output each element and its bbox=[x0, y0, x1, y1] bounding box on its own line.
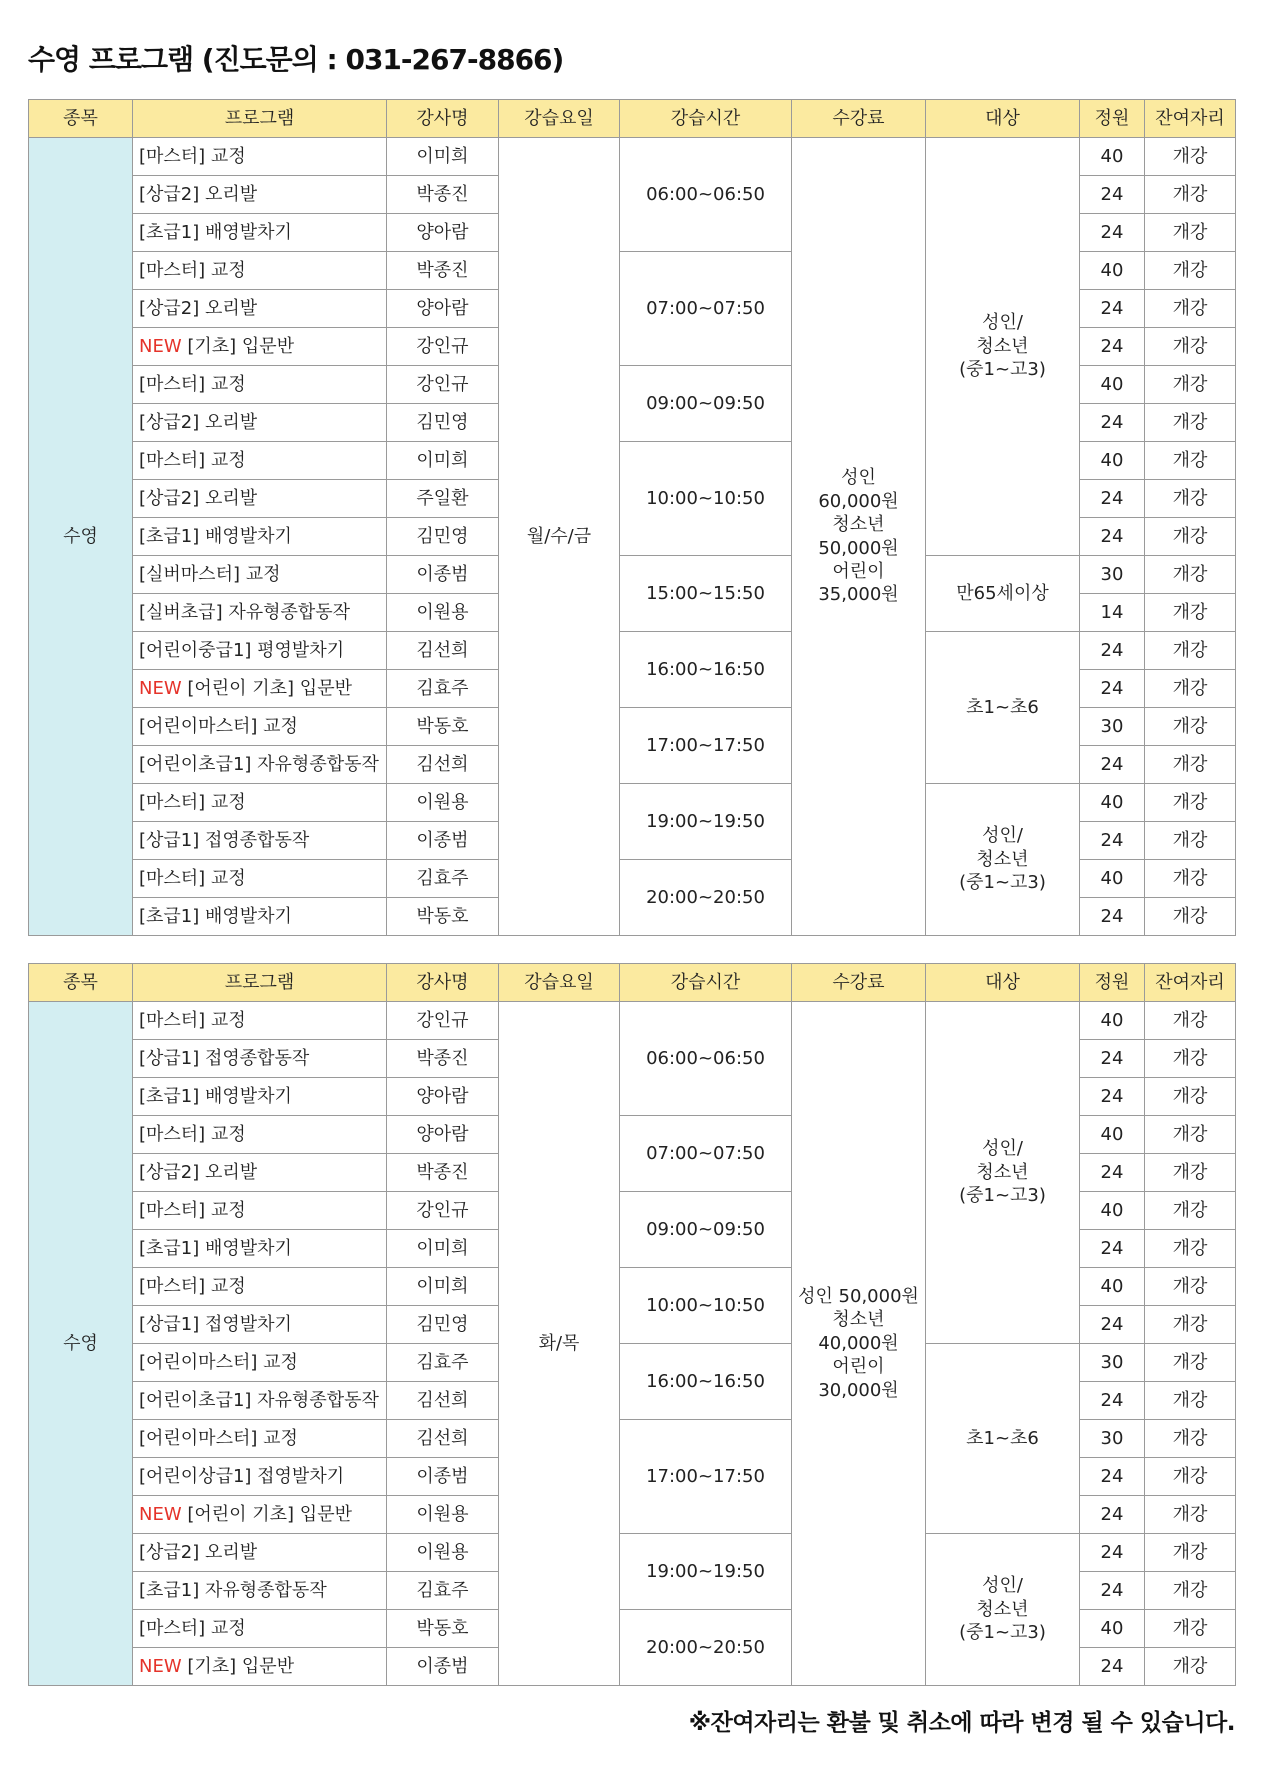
column-header: 잔여자리 bbox=[1145, 964, 1236, 1002]
capacity-cell: 24 bbox=[1080, 746, 1145, 784]
remaining-cell: 개강 bbox=[1145, 1268, 1236, 1306]
program-cell bbox=[133, 860, 387, 898]
column-header: 종목 bbox=[29, 964, 133, 1002]
new-badge: NEW bbox=[139, 335, 182, 357]
target-cell bbox=[926, 556, 1080, 632]
time-cell: 06:00~06:50 bbox=[620, 1002, 792, 1116]
capacity-cell: 30 bbox=[1080, 556, 1145, 594]
time-cell: 15:00~15:50 bbox=[620, 556, 792, 632]
column-header: 수강료 bbox=[792, 964, 926, 1002]
capacity-cell: 24 bbox=[1080, 1078, 1145, 1116]
fee-line: 40,000원 bbox=[818, 1332, 899, 1354]
remaining-cell: 개강 bbox=[1145, 1154, 1236, 1192]
program-name: [상급2] 오리발 bbox=[139, 1161, 258, 1183]
table-row bbox=[29, 138, 1236, 176]
target-line: (중1~고3) bbox=[959, 872, 1046, 894]
target-line: 청소년 bbox=[976, 1161, 1029, 1183]
remaining-cell: 개강 bbox=[1145, 518, 1236, 556]
capacity-cell: 40 bbox=[1080, 1192, 1145, 1230]
table-header-row bbox=[29, 964, 1236, 1002]
time-cell: 16:00~16:50 bbox=[620, 632, 792, 708]
target-cell bbox=[926, 1002, 1080, 1344]
capacity-cell: 24 bbox=[1080, 670, 1145, 708]
instructor-cell: 이종범 bbox=[387, 822, 499, 860]
time-cell: 10:00~10:50 bbox=[620, 442, 792, 556]
time-cell: 07:00~07:50 bbox=[620, 252, 792, 366]
program-name: [어린이마스터] 교정 bbox=[139, 1351, 298, 1373]
new-badge: NEW bbox=[139, 677, 182, 699]
capacity-cell: 24 bbox=[1080, 518, 1145, 556]
column-header: 강사명 bbox=[387, 964, 499, 1002]
program-name: [상급1] 접영종합동작 bbox=[139, 829, 310, 851]
instructor-cell: 강인규 bbox=[387, 328, 499, 366]
fee-line: 35,000원 bbox=[818, 584, 899, 606]
remaining-cell: 개강 bbox=[1145, 1496, 1236, 1534]
program-name: [마스터] 교정 bbox=[139, 1123, 246, 1145]
program-cell bbox=[133, 1040, 387, 1078]
program-cell bbox=[133, 1420, 387, 1458]
program-cell bbox=[133, 290, 387, 328]
footnote: ※잔여자리는 환불 및 취소에 따라 변경 될 수 있습니다. bbox=[688, 1710, 1235, 1736]
remaining-cell: 개강 bbox=[1145, 784, 1236, 822]
remaining-cell: 개강 bbox=[1145, 138, 1236, 176]
program-name: [어린이상급1] 접영발차기 bbox=[139, 1465, 345, 1487]
capacity-cell: 24 bbox=[1080, 822, 1145, 860]
program-cell bbox=[133, 1230, 387, 1268]
capacity-cell: 24 bbox=[1080, 1496, 1145, 1534]
instructor-cell: 김민영 bbox=[387, 404, 499, 442]
instructor-cell: 이원용 bbox=[387, 594, 499, 632]
column-header: 대상 bbox=[926, 964, 1080, 1002]
instructor-cell: 박종진 bbox=[387, 1154, 499, 1192]
program-name: [상급1] 접영종합동작 bbox=[139, 1047, 310, 1069]
program-name: [마스터] 교정 bbox=[139, 791, 246, 813]
remaining-cell: 개강 bbox=[1145, 366, 1236, 404]
instructor-cell: 이종범 bbox=[387, 1458, 499, 1496]
capacity-cell: 24 bbox=[1080, 1154, 1145, 1192]
sport-cell: 수영 bbox=[29, 1002, 133, 1686]
program-cell bbox=[133, 1496, 387, 1534]
program-cell bbox=[133, 252, 387, 290]
remaining-cell: 개강 bbox=[1145, 404, 1236, 442]
capacity-cell: 24 bbox=[1080, 328, 1145, 366]
program-cell bbox=[133, 784, 387, 822]
capacity-cell: 24 bbox=[1080, 1306, 1145, 1344]
instructor-cell: 박종진 bbox=[387, 176, 499, 214]
capacity-cell: 24 bbox=[1080, 1648, 1145, 1686]
column-header: 프로그램 bbox=[133, 100, 387, 138]
column-header: 정원 bbox=[1080, 100, 1145, 138]
instructor-cell: 이미희 bbox=[387, 138, 499, 176]
program-name: [어린이마스터] 교정 bbox=[139, 715, 298, 737]
remaining-cell: 개강 bbox=[1145, 670, 1236, 708]
instructor-cell: 이미희 bbox=[387, 1230, 499, 1268]
capacity-cell: 24 bbox=[1080, 1458, 1145, 1496]
new-badge: NEW bbox=[139, 1655, 182, 1677]
program-cell bbox=[133, 1078, 387, 1116]
program-name: [상급2] 오리발 bbox=[139, 183, 258, 205]
program-cell bbox=[133, 138, 387, 176]
program-cell bbox=[133, 594, 387, 632]
remaining-cell: 개강 bbox=[1145, 1458, 1236, 1496]
capacity-cell: 14 bbox=[1080, 594, 1145, 632]
time-cell: 20:00~20:50 bbox=[620, 860, 792, 936]
instructor-cell: 김효주 bbox=[387, 1344, 499, 1382]
program-name: [마스터] 교정 bbox=[139, 145, 246, 167]
column-header: 프로그램 bbox=[133, 964, 387, 1002]
days-cell: 화/목 bbox=[499, 1002, 620, 1686]
program-cell bbox=[133, 328, 387, 366]
program-cell bbox=[133, 176, 387, 214]
remaining-cell: 개강 bbox=[1145, 442, 1236, 480]
program-name: [초급1] 배영발차기 bbox=[139, 905, 292, 927]
target-line: (중1~고3) bbox=[959, 359, 1046, 381]
instructor-cell: 김선희 bbox=[387, 746, 499, 784]
program-cell bbox=[133, 442, 387, 480]
remaining-cell: 개강 bbox=[1145, 822, 1236, 860]
program-cell bbox=[133, 1268, 387, 1306]
time-cell: 20:00~20:50 bbox=[620, 1610, 792, 1686]
column-header: 강습시간 bbox=[620, 964, 792, 1002]
program-cell bbox=[133, 1648, 387, 1686]
program-name: [어린이마스터] 교정 bbox=[139, 1427, 298, 1449]
instructor-cell: 김효주 bbox=[387, 670, 499, 708]
program-cell bbox=[133, 632, 387, 670]
instructor-cell: 이종범 bbox=[387, 556, 499, 594]
program-name: [어린이초급1] 자유형종합동작 bbox=[139, 753, 379, 775]
remaining-cell: 개강 bbox=[1145, 1382, 1236, 1420]
capacity-cell: 40 bbox=[1080, 366, 1145, 404]
days-cell: 월/수/금 bbox=[499, 138, 620, 936]
target-line: 청소년 bbox=[976, 335, 1029, 357]
target-line: 성인/ bbox=[982, 312, 1023, 334]
table-row bbox=[29, 556, 1236, 594]
program-cell bbox=[133, 670, 387, 708]
instructor-cell: 이원용 bbox=[387, 1534, 499, 1572]
program-name: [상급2] 오리발 bbox=[139, 411, 258, 433]
table-row bbox=[29, 1344, 1236, 1382]
capacity-cell: 24 bbox=[1080, 1230, 1145, 1268]
capacity-cell: 24 bbox=[1080, 404, 1145, 442]
program-name: [실버마스터] 교정 bbox=[139, 563, 281, 585]
remaining-cell: 개강 bbox=[1145, 1648, 1236, 1686]
capacity-cell: 40 bbox=[1080, 1116, 1145, 1154]
program-name: [어린이초급1] 자유형종합동작 bbox=[139, 1389, 379, 1411]
program-name: [어린이 기초] 입문반 bbox=[187, 1503, 352, 1525]
column-header: 강사명 bbox=[387, 100, 499, 138]
program-cell bbox=[133, 366, 387, 404]
capacity-cell: 24 bbox=[1080, 214, 1145, 252]
capacity-cell: 24 bbox=[1080, 1534, 1145, 1572]
instructor-cell: 김민영 bbox=[387, 1306, 499, 1344]
remaining-cell: 개강 bbox=[1145, 860, 1236, 898]
capacity-cell: 40 bbox=[1080, 860, 1145, 898]
capacity-cell: 24 bbox=[1080, 176, 1145, 214]
program-cell bbox=[133, 708, 387, 746]
program-cell bbox=[133, 1306, 387, 1344]
fee-line: 성인 bbox=[841, 467, 876, 489]
instructor-cell: 김선희 bbox=[387, 1420, 499, 1458]
instructor-cell: 김효주 bbox=[387, 860, 499, 898]
remaining-cell: 개강 bbox=[1145, 1534, 1236, 1572]
program-name: [상급2] 오리발 bbox=[139, 297, 258, 319]
remaining-cell: 개강 bbox=[1145, 1002, 1236, 1040]
program-cell bbox=[133, 518, 387, 556]
new-badge: NEW bbox=[139, 1503, 182, 1525]
program-name: [마스터] 교정 bbox=[139, 449, 246, 471]
instructor-cell: 김민영 bbox=[387, 518, 499, 556]
instructor-cell: 이미희 bbox=[387, 1268, 499, 1306]
capacity-cell: 24 bbox=[1080, 1382, 1145, 1420]
program-name: [초급1] 배영발차기 bbox=[139, 1085, 292, 1107]
target-line: (중1~고3) bbox=[959, 1185, 1046, 1207]
remaining-cell: 개강 bbox=[1145, 746, 1236, 784]
program-cell bbox=[133, 1154, 387, 1192]
instructor-cell: 양아람 bbox=[387, 1116, 499, 1154]
time-cell: 06:00~06:50 bbox=[620, 138, 792, 252]
table-row bbox=[29, 632, 1236, 670]
target-line: 성인/ bbox=[982, 825, 1023, 847]
fee-line: 60,000원 bbox=[818, 490, 899, 512]
fee-line: 어린이 bbox=[832, 1356, 885, 1378]
instructor-cell: 김선희 bbox=[387, 1382, 499, 1420]
remaining-cell: 개강 bbox=[1145, 252, 1236, 290]
capacity-cell: 24 bbox=[1080, 1572, 1145, 1610]
time-cell: 09:00~09:50 bbox=[620, 366, 792, 442]
time-cell: 19:00~19:50 bbox=[620, 1534, 792, 1610]
schedule-table-tt bbox=[28, 963, 1236, 1686]
time-cell: 10:00~10:50 bbox=[620, 1268, 792, 1344]
time-cell: 16:00~16:50 bbox=[620, 1344, 792, 1420]
time-cell: 19:00~19:50 bbox=[620, 784, 792, 860]
remaining-cell: 개강 bbox=[1145, 1192, 1236, 1230]
capacity-cell: 24 bbox=[1080, 480, 1145, 518]
remaining-cell: 개강 bbox=[1145, 1420, 1236, 1458]
column-header: 강습시간 bbox=[620, 100, 792, 138]
fee-line: 50,000원 bbox=[818, 537, 899, 559]
instructor-cell: 김효주 bbox=[387, 1572, 499, 1610]
instructor-cell: 강인규 bbox=[387, 1192, 499, 1230]
remaining-cell: 개강 bbox=[1145, 1078, 1236, 1116]
fee-line: 성인 50,000원 bbox=[798, 1286, 919, 1308]
program-cell bbox=[133, 1610, 387, 1648]
instructor-cell: 이미희 bbox=[387, 442, 499, 480]
capacity-cell: 40 bbox=[1080, 1610, 1145, 1648]
remaining-cell: 개강 bbox=[1145, 594, 1236, 632]
sport-cell: 수영 bbox=[29, 138, 133, 936]
column-header: 잔여자리 bbox=[1145, 100, 1236, 138]
program-name: [실버초급] 자유형종합동작 bbox=[139, 601, 351, 623]
instructor-cell: 주일환 bbox=[387, 480, 499, 518]
remaining-cell: 개강 bbox=[1145, 1306, 1236, 1344]
program-name: [어린이 기초] 입문반 bbox=[187, 677, 352, 699]
table-row bbox=[29, 1002, 1236, 1040]
column-header: 강습요일 bbox=[499, 964, 620, 1002]
program-cell bbox=[133, 1192, 387, 1230]
program-name: [마스터] 교정 bbox=[139, 867, 246, 889]
capacity-cell: 30 bbox=[1080, 1344, 1145, 1382]
program-cell bbox=[133, 1382, 387, 1420]
schedule-table-mwf bbox=[28, 99, 1236, 936]
program-cell bbox=[133, 1002, 387, 1040]
capacity-cell: 24 bbox=[1080, 1040, 1145, 1078]
instructor-cell: 박동호 bbox=[387, 898, 499, 936]
capacity-cell: 40 bbox=[1080, 442, 1145, 480]
table-row bbox=[29, 784, 1236, 822]
program-cell bbox=[133, 898, 387, 936]
time-cell: 17:00~17:50 bbox=[620, 708, 792, 784]
target-line: 초1~초6 bbox=[966, 696, 1039, 718]
target-cell bbox=[926, 784, 1080, 936]
program-name: [상급1] 접영발차기 bbox=[139, 1313, 292, 1335]
instructor-cell: 양아람 bbox=[387, 290, 499, 328]
program-cell bbox=[133, 822, 387, 860]
target-line: 청소년 bbox=[976, 1598, 1029, 1620]
column-header: 강습요일 bbox=[499, 100, 620, 138]
program-cell bbox=[133, 214, 387, 252]
fee-line: 청소년 bbox=[832, 514, 885, 536]
target-line: 만65세이상 bbox=[956, 582, 1049, 604]
page-title: 수영 프로그램 (진도문의 : 031-267-8866) bbox=[28, 43, 564, 76]
remaining-cell: 개강 bbox=[1145, 290, 1236, 328]
column-header: 정원 bbox=[1080, 964, 1145, 1002]
instructor-cell: 김선희 bbox=[387, 632, 499, 670]
program-cell bbox=[133, 1534, 387, 1572]
target-cell bbox=[926, 1344, 1080, 1534]
program-name: [상급2] 오리발 bbox=[139, 487, 258, 509]
table-header-row bbox=[29, 100, 1236, 138]
target-line: (중1~고3) bbox=[959, 1622, 1046, 1644]
target-cell bbox=[926, 1534, 1080, 1686]
remaining-cell: 개강 bbox=[1145, 708, 1236, 746]
program-cell bbox=[133, 404, 387, 442]
remaining-cell: 개강 bbox=[1145, 1040, 1236, 1078]
time-cell: 09:00~09:50 bbox=[620, 1192, 792, 1268]
capacity-cell: 24 bbox=[1080, 632, 1145, 670]
capacity-cell: 40 bbox=[1080, 138, 1145, 176]
instructor-cell: 이원용 bbox=[387, 1496, 499, 1534]
program-cell bbox=[133, 746, 387, 784]
remaining-cell: 개강 bbox=[1145, 1230, 1236, 1268]
fee-line: 청소년 bbox=[832, 1309, 885, 1331]
target-line: 초1~초6 bbox=[966, 1427, 1039, 1449]
remaining-cell: 개강 bbox=[1145, 1116, 1236, 1154]
fee-line: 어린이 bbox=[832, 560, 885, 582]
program-name: [상급2] 오리발 bbox=[139, 1541, 258, 1563]
instructor-cell: 이원용 bbox=[387, 784, 499, 822]
table-row bbox=[29, 1534, 1236, 1572]
target-cell bbox=[926, 138, 1080, 556]
target-line: 성인/ bbox=[982, 1575, 1023, 1597]
instructor-cell: 양아람 bbox=[387, 1078, 499, 1116]
instructor-cell: 양아람 bbox=[387, 214, 499, 252]
program-name: [기초] 입문반 bbox=[187, 1655, 295, 1677]
program-name: [마스터] 교정 bbox=[139, 1275, 246, 1297]
program-cell bbox=[133, 1116, 387, 1154]
fee-cell bbox=[792, 1002, 926, 1686]
capacity-cell: 40 bbox=[1080, 1268, 1145, 1306]
capacity-cell: 30 bbox=[1080, 708, 1145, 746]
remaining-cell: 개강 bbox=[1145, 1610, 1236, 1648]
target-cell bbox=[926, 632, 1080, 784]
remaining-cell: 개강 bbox=[1145, 1344, 1236, 1382]
instructor-cell: 박종진 bbox=[387, 1040, 499, 1078]
program-cell bbox=[133, 480, 387, 518]
remaining-cell: 개강 bbox=[1145, 328, 1236, 366]
program-cell bbox=[133, 1458, 387, 1496]
program-name: [마스터] 교정 bbox=[139, 259, 246, 281]
target-line: 성인/ bbox=[982, 1138, 1023, 1160]
time-cell: 07:00~07:50 bbox=[620, 1116, 792, 1192]
program-cell bbox=[133, 1344, 387, 1382]
instructor-cell: 박동호 bbox=[387, 708, 499, 746]
remaining-cell: 개강 bbox=[1145, 898, 1236, 936]
program-name: [초급1] 배영발차기 bbox=[139, 1237, 292, 1259]
program-cell bbox=[133, 556, 387, 594]
time-cell: 17:00~17:50 bbox=[620, 1420, 792, 1534]
capacity-cell: 40 bbox=[1080, 252, 1145, 290]
remaining-cell: 개강 bbox=[1145, 214, 1236, 252]
capacity-cell: 24 bbox=[1080, 290, 1145, 328]
program-name: [초급1] 자유형종합동작 bbox=[139, 1579, 327, 1601]
remaining-cell: 개강 bbox=[1145, 556, 1236, 594]
remaining-cell: 개강 bbox=[1145, 632, 1236, 670]
capacity-cell: 40 bbox=[1080, 784, 1145, 822]
instructor-cell: 강인규 bbox=[387, 366, 499, 404]
program-name: [마스터] 교정 bbox=[139, 373, 246, 395]
column-header: 수강료 bbox=[792, 100, 926, 138]
remaining-cell: 개강 bbox=[1145, 480, 1236, 518]
program-name: [어린이중급1] 평영발차기 bbox=[139, 639, 345, 661]
instructor-cell: 이종범 bbox=[387, 1648, 499, 1686]
target-line: 청소년 bbox=[976, 848, 1029, 870]
column-header: 대상 bbox=[926, 100, 1080, 138]
fee-cell bbox=[792, 138, 926, 936]
capacity-cell: 30 bbox=[1080, 1420, 1145, 1458]
instructor-cell: 강인규 bbox=[387, 1002, 499, 1040]
program-name: [기초] 입문반 bbox=[187, 335, 295, 357]
instructor-cell: 박종진 bbox=[387, 252, 499, 290]
program-name: [초급1] 배영발차기 bbox=[139, 525, 292, 547]
program-name: [마스터] 교정 bbox=[139, 1617, 246, 1639]
program-name: [마스터] 교정 bbox=[139, 1199, 246, 1221]
fee-line: 30,000원 bbox=[818, 1379, 899, 1401]
column-header: 종목 bbox=[29, 100, 133, 138]
program-cell bbox=[133, 1572, 387, 1610]
remaining-cell: 개강 bbox=[1145, 1572, 1236, 1610]
capacity-cell: 40 bbox=[1080, 1002, 1145, 1040]
program-name: [초급1] 배영발차기 bbox=[139, 221, 292, 243]
capacity-cell: 24 bbox=[1080, 898, 1145, 936]
remaining-cell: 개강 bbox=[1145, 176, 1236, 214]
program-name: [마스터] 교정 bbox=[139, 1009, 246, 1031]
instructor-cell: 박동호 bbox=[387, 1610, 499, 1648]
